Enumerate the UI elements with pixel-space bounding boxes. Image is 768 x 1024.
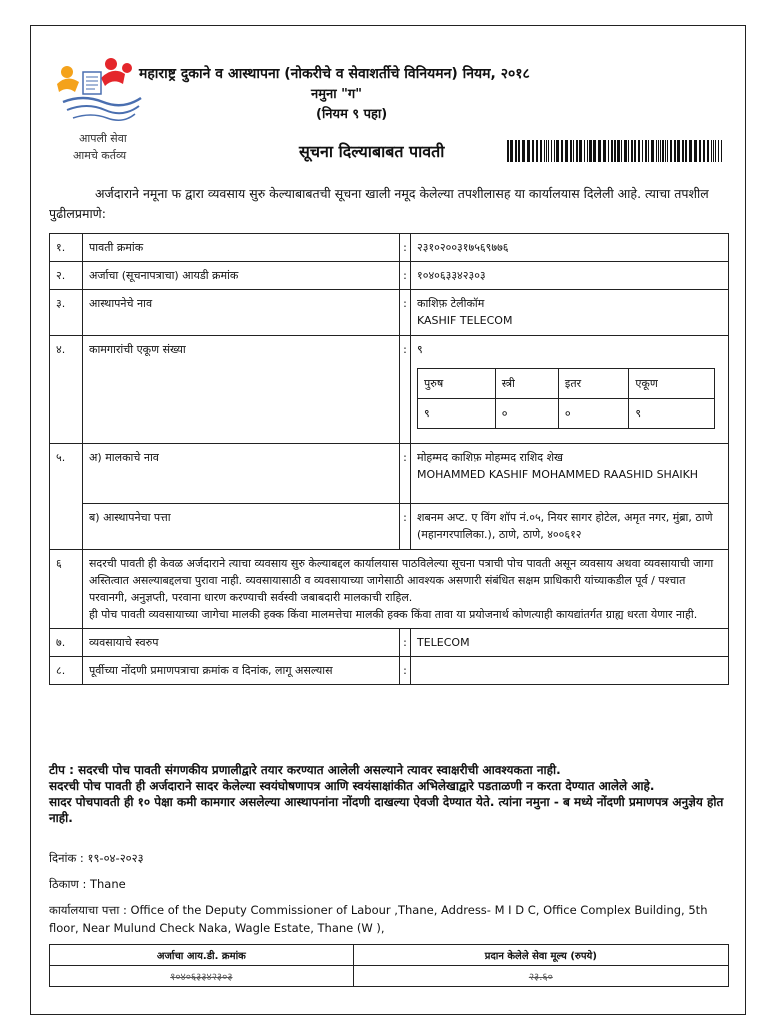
worker-count-label: कामगारांची एकूण संख्या bbox=[83, 336, 400, 444]
business-type-label: व्यवसायाचे स्वरुप bbox=[83, 629, 400, 657]
header-male: पुरुष bbox=[418, 369, 496, 399]
fee-table bbox=[49, 944, 729, 987]
worker-count-total: ९ bbox=[417, 343, 423, 356]
logo-tagline-2: आमचे कर्तव्य bbox=[73, 149, 127, 162]
row-number: १. bbox=[50, 234, 83, 262]
establishment-address-value: शबनम अप्ट. ए विंग शॉप नं.०५, नियर सागर होटेल, अमृत नगर, मुंब्रा, ठाणे (महानगरपालिका.), ठाणे, ठाणे, ४००६१२ bbox=[411, 504, 729, 550]
place-value: Thane bbox=[89, 877, 126, 891]
aaple-seva-logo-icon bbox=[53, 44, 163, 134]
count-total: ९ bbox=[629, 399, 715, 429]
owner-name-cell bbox=[411, 444, 729, 504]
fee-application-id: १०४०६३३४२३०३ bbox=[50, 966, 354, 987]
row-number: ४. bbox=[50, 336, 83, 444]
intro-text: अर्जदाराने नमूना फ द्वारा व्यवसाय सुरु केल्याबाबतची सूचना खाली नमूद केलेल्या तपशीलासह या कार्यालयास दिलेली आहे. त्याचा तपशील पुढीलप्रमाणे: bbox=[49, 186, 709, 221]
table-row bbox=[50, 234, 729, 262]
row-number: ६ bbox=[50, 550, 83, 629]
establishment-name-label: आस्थापनेचे नाव bbox=[83, 290, 400, 336]
office-address-line: कार्यालयाचा पत्ता : Office of the Deputy Commissioner of Labour ,Thane, Address- M I D C, Office Complex Building, 5th floor, Near Mulund Check Naka, Wagle Estate, Thane (W ), bbox=[49, 903, 708, 935]
note-line-2: सदरची पोच पावती ही अर्जदाराने सादर केलेल्या स्वयंघोषणापत्र आणि स्वयंसाक्षांकीत अभिलेखाद्वारे पडताळणी न करता देण्यात आलेले आहे. bbox=[49, 779, 655, 793]
colon: : bbox=[400, 504, 411, 550]
colon: : bbox=[400, 336, 411, 444]
owner-name-english: MOHAMMED KASHIF MOHAMMED RAASHID SHAIKH bbox=[417, 468, 699, 481]
colon: : bbox=[400, 444, 411, 504]
date-value: १९-०४-२०२३ bbox=[87, 851, 144, 865]
row-number: ३. bbox=[50, 290, 83, 336]
row-number: ७. bbox=[50, 629, 83, 657]
count-other: ० bbox=[558, 399, 628, 429]
business-type-value: TELECOM bbox=[411, 629, 729, 657]
table-row bbox=[50, 262, 729, 290]
table-row bbox=[50, 504, 729, 550]
count-female: ० bbox=[495, 399, 558, 429]
logo-tagline-1: आपली सेवा bbox=[79, 132, 127, 145]
receipt-page bbox=[30, 25, 746, 1015]
table-row bbox=[50, 336, 729, 444]
place-label: ठिकाण bbox=[49, 877, 79, 891]
place-line: ठिकाण : Thane bbox=[49, 877, 126, 891]
fee-header-row bbox=[50, 945, 729, 966]
barcode-icon bbox=[507, 140, 725, 162]
colon: : bbox=[400, 234, 411, 262]
application-id-value: १०४०६३३४२३०३ bbox=[411, 262, 729, 290]
note-section bbox=[49, 762, 739, 826]
row-number: ८. bbox=[50, 657, 83, 685]
table-row bbox=[50, 966, 729, 987]
colon: : bbox=[400, 290, 411, 336]
fee-header-service-fee: प्रदान केलेले सेवा मूल्य (रुपये) bbox=[353, 945, 728, 966]
count-male: ९ bbox=[418, 399, 496, 429]
table-row bbox=[50, 629, 729, 657]
office-value: Office of the Deputy Commissioner of Labour ,Thane, Address- M I D C, Office Complex Building, 5th floor, Near Mulund Check Naka, Wagle Estate, Thane (W ), bbox=[49, 903, 708, 935]
row-number: २. bbox=[50, 262, 83, 290]
worker-header-row bbox=[418, 369, 715, 399]
worker-count-row bbox=[418, 399, 715, 429]
disclaimer-text-1: सदरची पावती ही केवळ अर्जदाराने त्याचा व्यवसाय सुरु केल्याबद्दल कार्यालयास पाठविलेल्या सूचना पत्राची पोच पावती असून व्यवसाय अथवा व्यवसायाची जागा अस्तित्वात असल्याबद्दलचा पुरावा नाही. व्यवसायासाठी व व्यवसायाच्या जागेसाठी आवश्यक असणारी संबंधित सक्षम प्राधिकारी यांच्याकडील पूर्व / पश्चात परवानगी, अनुज्ञप्ती, परवाना धारण करण्याची सर्वस्वी जबाबदारी मालकाची राहिल. bbox=[89, 557, 714, 604]
colon: : bbox=[400, 629, 411, 657]
establishment-name-english: KASHIF TELECOM bbox=[417, 314, 513, 327]
intro-paragraph bbox=[49, 184, 737, 224]
row-number: ५. bbox=[50, 444, 83, 550]
fee-header-application-id: अर्जाचा आय.डी. क्रमांक bbox=[50, 945, 354, 966]
previous-registration-label: पूर्वीच्या नोंदणी प्रमाणपत्राचा क्रमांक व दिनांक, लागू असल्यास bbox=[83, 657, 400, 685]
colon: : bbox=[400, 262, 411, 290]
disclaimer-text-2: ही पोच पावती व्यवसायाच्या जागेचा मालकी हक्क किंवा मालमत्तेचा मालकी हक्क किंवा तावा या प्रयोजनार्थ कोणत्याही कायद्यांतर्गत ग्राह्य धरता येणार नाही. bbox=[89, 608, 698, 621]
receipt-number-value: २३१०२००३१७५६९७७६ bbox=[411, 234, 729, 262]
fee-amount: २३.६० bbox=[353, 966, 728, 987]
details-table bbox=[49, 233, 729, 685]
form-name: नमुना "ग" bbox=[311, 87, 362, 102]
colon: : bbox=[400, 657, 411, 685]
table-row bbox=[50, 290, 729, 336]
header-total: एकूण bbox=[629, 369, 715, 399]
act-title: महाराष्ट्र दुकाने व आस्थापना (नोकरीचे व सेवाशर्तीचे विनियमन) नियम, २०१८ bbox=[139, 66, 530, 82]
header-other: इतर bbox=[558, 369, 628, 399]
office-label: कार्यालयाचा पत्ता bbox=[49, 903, 120, 917]
header-female: स्त्री bbox=[495, 369, 558, 399]
table-row bbox=[50, 444, 729, 504]
application-id-label: अर्जाचा (सूचनापत्राचा) आयडी क्रमांक bbox=[83, 262, 400, 290]
rule-reference: (नियम ९ पहा) bbox=[316, 107, 388, 122]
disclaimer-cell bbox=[83, 550, 729, 629]
worker-breakdown-table bbox=[417, 368, 715, 429]
worker-count-cell bbox=[411, 336, 729, 444]
owner-name-label: अ) मालकाचे नाव bbox=[83, 444, 400, 504]
note-line-3: सादर पोचपावती ही १० पेक्षा कमी कामगार असलेल्या आस्थापनांना नोंदणी दाखल्या ऐवजी देण्यात येते. त्यांना नमुना - ब मध्ये नोंदणी प्रमाणपत्र अनुज्ञेय होत नाही. bbox=[49, 795, 724, 825]
establishment-name-cell bbox=[411, 290, 729, 336]
receipt-title: सूचना दिल्याबाबत पावती bbox=[299, 142, 445, 161]
date-line: दिनांक : १९-०४-२०२३ bbox=[49, 851, 144, 865]
receipt-number-label: पावती क्रमांक bbox=[83, 234, 400, 262]
date-label: दिनांक bbox=[49, 851, 77, 865]
establishment-name-marathi: काशिफ़ टेलीकॉम bbox=[417, 297, 485, 310]
establishment-address-label: ब) आस्थापनेचा पत्ता bbox=[83, 504, 400, 550]
note-line-1: टीप : सदरची पोच पावती संगणकीय प्रणालीद्वारे तयार करण्यात आलेली असल्याने त्यावर स्वाक्षरीची आवश्यकता नाही. bbox=[49, 763, 561, 777]
table-row bbox=[50, 657, 729, 685]
previous-registration-value bbox=[411, 657, 729, 685]
owner-name-marathi: मोहम्मद काशिफ़ मोहम्मद राशिद शेख bbox=[417, 451, 564, 464]
table-row bbox=[50, 550, 729, 629]
